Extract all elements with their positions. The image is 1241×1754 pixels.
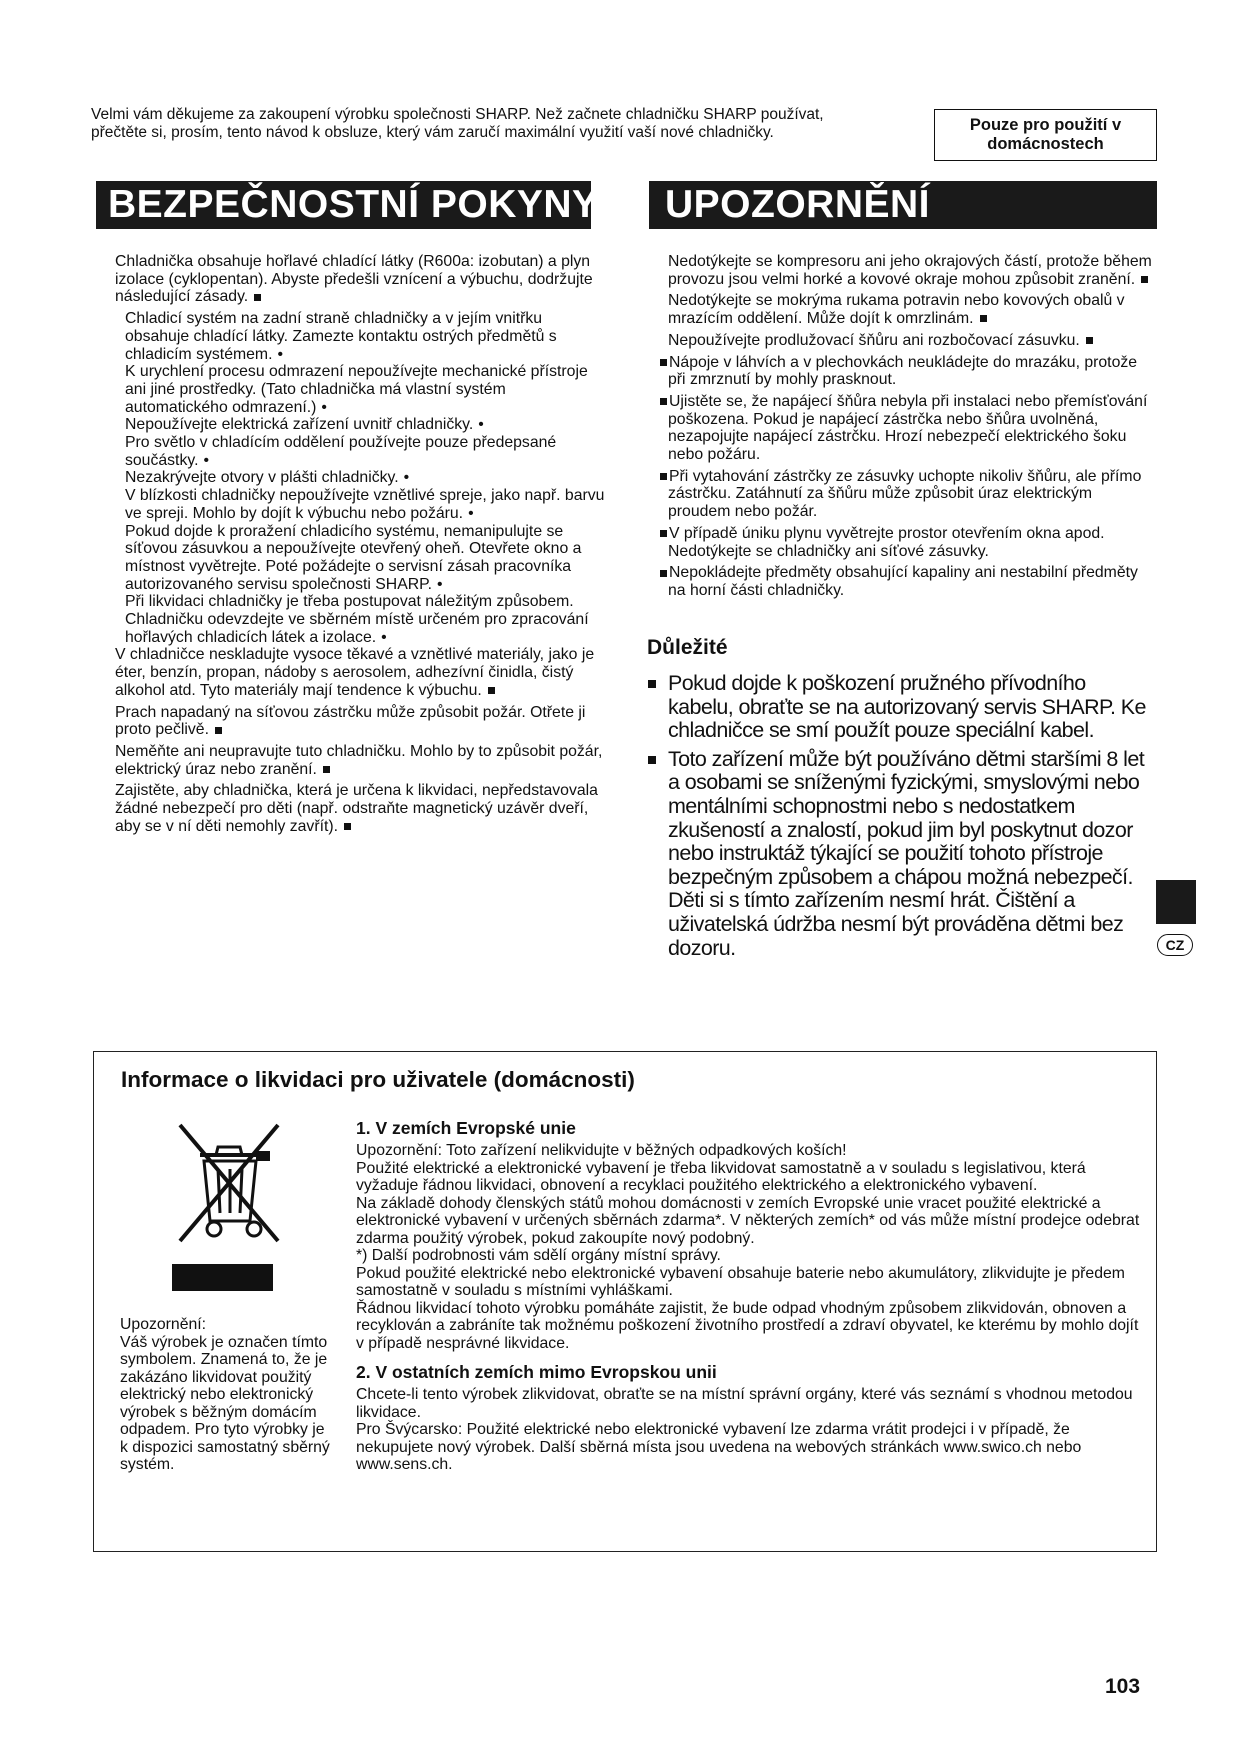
language-badge: CZ — [1157, 934, 1193, 956]
non-eu-paragraph: Pro Švýcarsko: Použité elektrické nebo elektronické vybavení lze zdarma vrátit prodejci i v případě, že nekupujete nový výrobek. Další sběrná místa jsou uvedena na webových stránkách www.swico.ch nebo www.sens.ch. — [356, 1421, 1082, 1473]
safety-paragraph: Nepoužívejte elektrická zařízení uvnitř chladničky. • — [125, 416, 484, 434]
bullet-square-icon — [648, 680, 656, 688]
safety-paragraph: V blízkosti chladničky nepoužívejte vznětlivé spreje, jako např. barvu ve spreji. Mohlo by dojít k výbuchu nebo požáru. • — [125, 487, 605, 522]
important-item: Toto zařízení může být používáno dětmi staršími 8 let a osobami se sníženými fyzickými, smyslovými nebo mentálními schopnostmi nebo s nedostatkem zkušeností a znalostí, pokud jim byl poskytnut dozor nebo instruktáž týkající se použití tohoto přístroje bezpečným způsobem a chápou možná nebezpečí. Děti si s tímto zařízením nesmí hrát. Čištění a uživatelská údržba nesmí být prováděna dětmi bez dozoru. — [648, 748, 1148, 960]
safety-paragraph: Prach napadaný na síťovou zástrčku může způsobit požár. Otřete ji proto pečlivě. — [115, 703, 586, 739]
bullet-square-icon — [660, 530, 667, 537]
safety-paragraph: Zajistěte, aby chladnička, která je určena k likvidaci, nepředstavovala žádné nebezpečí pro děti (např. odstraňte magnetický uzávěr dveří, aby se v ní děti nemohly zavřít). — [115, 782, 598, 835]
safety-paragraph: Nezakrývejte otvory v plášti chladničky. • — [125, 469, 410, 487]
bullet-dot-icon: • — [277, 345, 284, 363]
disposal-text-column — [356, 1118, 1148, 1474]
disposal-notice — [120, 1316, 330, 1474]
safety-paragraph: Pokud dojde k proražení chladicího systému, nemanipulujte se síťovou zásuvkou a nepoužívejte otevřený oheň. Otevřete okno a místnost vyvětrejte. Poté požádejte o servisní zásah pracovníka autorizovaného servisu společnosti SHARP. • — [125, 522, 582, 593]
bullet-square-icon — [660, 398, 667, 405]
non-eu-paragraph: Chcete-li tento výrobek zlikvidovat, obraťte se na místní správní orgány, které vás seznámí s vhodnou metodou likvidace. — [356, 1386, 1133, 1421]
caution-banner: UPOZORNĚNÍ — [649, 181, 1157, 229]
bullet-square-icon — [660, 570, 667, 577]
bullet-square-icon — [344, 823, 351, 830]
non-eu-section-heading: 2. V ostatních zemích mimo Evropskou unii — [356, 1362, 717, 1382]
bullet-dot-icon: • — [203, 451, 209, 469]
safety-banner: BEZPEČNOSTNÍ POKYNY — [96, 181, 591, 229]
safety-paragraph: K urychlení procesu odmrazení nepoužívejte mechanické přístroje ani jiné prostředky. (Tato chladnička má vlastní systém automatického odmrazení.) • — [125, 363, 588, 416]
intro-text: Velmi vám děkujeme za zakoupení výrobku společnosti SHARP. Než začnete chladničku SHARP používat, přečtěte si, prosím, tento návod k obsluze, který vám zaručí maximální využití vaší nové chladničky. — [91, 106, 824, 141]
caution-paragraph: Při vytahování zástrčky ze zásuvky uchopte nikoliv šňůru, ale přímo zástrčku. Zatáhnutí za šňůru může způsobit úraz elektrickým proudem nebo požár. — [668, 468, 1153, 521]
eu-paragraph: Upozornění: Toto zařízení nelikvidujte v běžných odpadkových koších! — [356, 1142, 847, 1159]
caution-paragraph: Nedotýkejte se mokrýma rukama potravin nebo kovových obalů v mrazícím oddělení. Může dojít k omrzlinám. — [668, 292, 1125, 328]
caution-paragraph: Nepoužívejte prodlužovací šňůru ani rozbočovací zásuvku. — [668, 332, 1153, 350]
bullet-square-icon — [254, 294, 261, 301]
disposal-title: Informace o likvidaci pro uživatele (domácnosti) — [121, 1067, 635, 1092]
household-use-box: Pouze pro použití v domácnostech — [934, 109, 1157, 161]
crossed-out-bin-icon — [170, 1117, 288, 1247]
bullet-dot-icon: • — [321, 398, 327, 416]
caution-paragraph: Ujistěte se, že napájecí šňůra nebyla při instalaci nebo přemísťování poškozena. Pokud je napájecí zástrčka nebo šňůra uvolněná, nezapojujte napájecí zástrčku. Hrozí nebezpečí elektrického šoku nebo požáru. — [668, 393, 1153, 464]
language-tab-marker — [1156, 880, 1196, 924]
eu-paragraph: Řádnou likvidací tohoto výrobku pomáháte zajistit, že bude odpad vhodným způsobem zlikvidován, obnoven a recyklován a zabráníte tak možnému poškození životního prostředí a zdraví obyvatel, ke kterému by mohlo dojít v případě nesprávné likvidace. — [356, 1299, 1139, 1352]
eu-paragraph: Použité elektrické a elektronické vybavení je třeba likvidovat samostatně a v souladu s legislativou, která vyžaduje řádnou likvidaci, obnovení a recyklaci použitého elektrického a elektronického vybavení. — [356, 1159, 1086, 1194]
safety-paragraph: Pro světlo v chladícím oddělení používejte pouze předepsané součástky. • — [125, 434, 557, 469]
eu-paragraph: Na základě dohody členských států mohou domácnosti v zemích Evropské unie vracet použité elektrické a elektronické vybavení v určených sběrnách zdarma*. V některých zemích* od vás může místní prodejce odebrat zdarma použitý výrobek, pokud zakoupíte nový podobný. — [356, 1194, 1140, 1247]
bullet-square-icon — [323, 766, 330, 773]
bullet-dot-icon: • — [437, 575, 443, 593]
safety-paragraph: Při likvidaci chladničky je třeba postupovat náležitým způsobem. Chladničku odevzdejte ve sběrném místě určeném pro zpracování hořlavých chladicích látek a izolace. • — [125, 593, 589, 646]
bullet-square-icon — [1086, 337, 1093, 344]
important-title: Důležité — [647, 636, 728, 659]
bullet-square-icon — [215, 727, 222, 734]
notice-heading: Upozornění: — [120, 1316, 207, 1333]
safety-paragraph: Chladicí systém na zadní straně chladničky a v jejím vnitřku obsahuje chladící látky. Zamezte kontaktu ostrých předmětů s chladicím systémem. • — [125, 310, 557, 363]
caution-paragraph: V případě úniku plynu vyvětrejte prostor otevřením okna apod. Nedotýkejte se chladničky ani síťové zásuvky. — [668, 525, 1153, 560]
notice-text: Váš výrobek je označen tímto symbolem. Znamená to, že je zakázáno likvidovat použitý elektrický nebo elektronický výrobek s běžným domácím odpadem. Pro tyto výrobky je k dispozici samostatný sběrný systém. — [120, 1333, 330, 1473]
safety-paragraph: V chladničce neskladujte vysoce těkavé a vznětlivé materiály, jako je éter, benzín, propan, nádoby s aerosolem, adhezívní činidla, čistý alkohol atd. Tyto materiály mají tendence k výbuchu. — [115, 646, 595, 699]
caution-paragraph: Nápoje v láhvích a v plechovkách neukládejte do mrazáku, protože při zmrznutí by mohly prasknout. — [668, 354, 1153, 389]
important-list — [648, 672, 1148, 960]
bullet-square-icon — [660, 473, 667, 480]
bullet-dot-icon: • — [381, 628, 387, 646]
page-number: 103 — [1105, 1675, 1141, 1698]
safety-paragraph: Neměňte ani neupravujte tuto chladničku. Mohlo by to způsobit požár, elektrický úraz nebo zranění. — [115, 742, 603, 778]
bullet-square-icon — [980, 315, 987, 322]
caution-paragraph: Nedotýkejte se kompresoru ani jeho okrajových částí, protože během provozu jsou velmi horké a kovové okraje mohou způsobit zranění. — [668, 253, 1152, 288]
important-item: Pokud dojde k poškození pružného přívodního kabelu, obraťte se na autorizovaný servis SHARP. Ke chladničce se smí použít pouze speciální kabel. — [648, 672, 1148, 743]
weee-black-bar — [172, 1264, 273, 1291]
bullet-square-icon — [648, 756, 656, 764]
bullet-square-icon — [1141, 276, 1148, 283]
bullet-square-icon — [488, 687, 495, 694]
caution-paragraph: Nepokládejte předměty obsahující kapaliny ani nestabilní předměty na horní části chladničky. — [668, 564, 1153, 599]
eu-paragraph: *) Další podrobnosti vám sdělí orgány místní správy. — [356, 1247, 721, 1264]
eu-paragraph: Pokud použité elektrické nebo elektronické vybavení obsahuje baterie nebo akumulátory, zlikvidujte je předem samostatně v souladu s místními vyhláškami. — [356, 1264, 1125, 1299]
bullet-square-icon — [660, 359, 667, 366]
bullet-dot-icon: • — [403, 469, 410, 487]
safety-paragraph: Chladnička obsahuje hořlavé chladící látky (R600a: izobutan) a plyn izolace (cyklopentan). Abyste předešli vznícení a výbuchu, dodržujte následující zásady. — [115, 253, 593, 306]
safety-column — [115, 253, 609, 836]
caution-column — [668, 253, 1153, 600]
bullet-dot-icon: • — [468, 504, 474, 522]
bullet-dot-icon: • — [478, 416, 484, 434]
eu-section-heading: 1. V zemích Evropské unie — [356, 1118, 576, 1138]
